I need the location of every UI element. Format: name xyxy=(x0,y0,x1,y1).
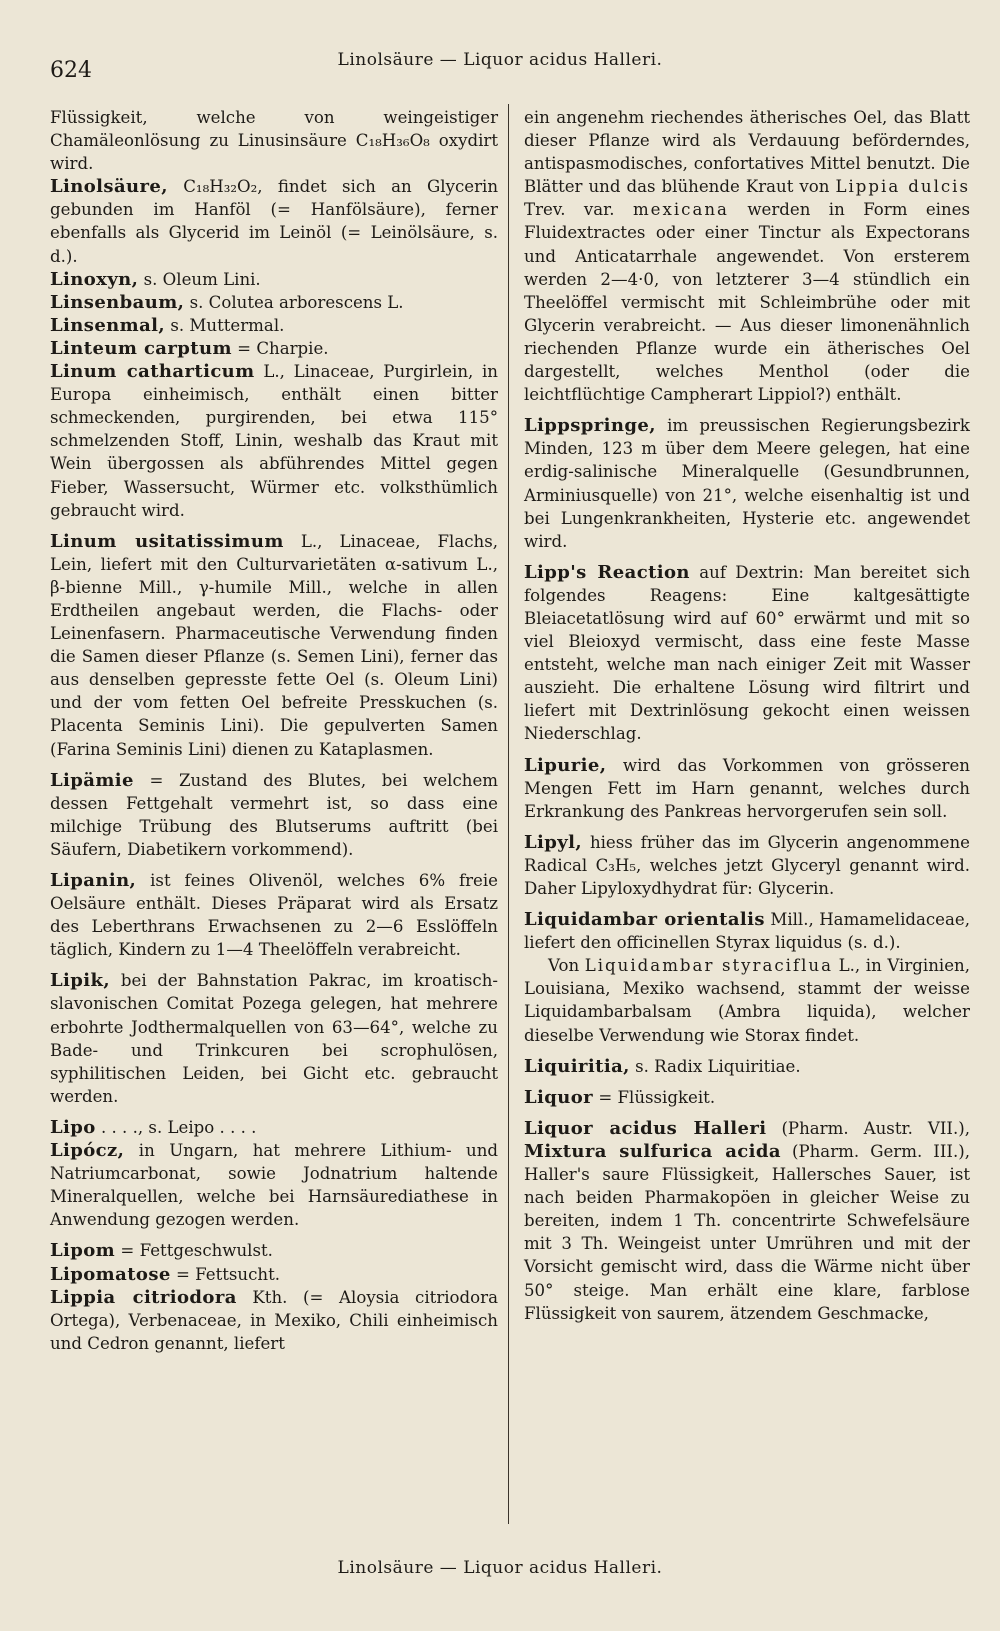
headword: Lipom xyxy=(50,1240,116,1262)
entry-text: Trev. var. xyxy=(524,200,633,220)
headword: Mixtura sulfurica acida xyxy=(524,1140,781,1162)
entry-text: (Pharm. Austr. VII.), xyxy=(766,1118,970,1138)
headword: Liquor acidus Halleri xyxy=(524,1117,767,1139)
entry-lippspringe xyxy=(524,414,970,553)
entry-linteum-carptum xyxy=(50,337,498,360)
headword: Linsenbaum, xyxy=(50,291,185,313)
entry-lipyl xyxy=(524,831,970,900)
entry-text: bei der Bahnstation Pakrac, im kroatisch-slavonischen Comitat Pozega gelegen, hat mehrere erbohrte Jodthermalquellen von 63—64°, welche zu Bade- und Trinkcuren bei scrophulösen, syphilitischen Leiden, bei Gicht etc. gebraucht werden. xyxy=(50,971,498,1106)
spaced-name: Lippia dulcis xyxy=(835,177,971,197)
entry-text: auf Dextrin: Man bereitet sich folgendes Reagens: Eine kaltgesättigte Bleiacetatlösung wird auf 60° erwärmt und mit so viel Bleioxyd vermischt, dass eine feste Masse entsteht, welche man nach einiger Zeit mit Wasser auszieht. Die erhaltene Lösung wird filtrirt und liefert mit Dextrinlösung gekocht einen weissen Niederschlag. xyxy=(524,562,971,744)
entry-lippia-continuation xyxy=(524,106,970,406)
entry-liquidambar-orientalis xyxy=(524,908,970,954)
entry-lipom xyxy=(50,1239,498,1262)
entry-linsenbaum xyxy=(50,291,498,314)
entry-lippia-citriodora xyxy=(50,1286,498,1355)
page-number: 624 xyxy=(50,58,92,83)
entry-text: = Fettsucht. xyxy=(170,1264,281,1284)
entry-text: s. Radix Liquiritiae. xyxy=(629,1056,801,1076)
entry-lipomatose xyxy=(50,1263,498,1286)
entry-text: werden in Form eines Fluidextractes oder einer Tinctur als Expectorans und Anticatarrhale angewendet. Von ersterem werden 2—4·0, von letzterer 3—4 stündlich ein Theelöffel vermischt mit Schleimbrühe oder mit Glycerin verabreicht. — Aus dieser limonenähnlich riechenden Pflanze wurde ein ätherisches Oel dargestellt, welches Menthol (oder die leichtflüchtige Campherart Lippiol?) enthält. xyxy=(524,200,970,405)
headword: Liquiritia, xyxy=(524,1055,630,1077)
headword: Lipomatose xyxy=(50,1263,171,1285)
entry-linum-usitatissimum xyxy=(50,530,498,761)
headword: Linolsäure, xyxy=(50,176,168,198)
entry-text: (Pharm. Germ. III.), Haller's saure Flüssigkeit, Hallersches Sauer, ist nach beiden Pharmakopöen in gleicher Weise zu bereiten, indem 1 Th. concentrirte Schwefelsäure mit 3 Th. Weingeist unter Umrühren und mit der Vorsicht gemischt wird, dass die Wärme nicht über 50° steige. Man erhält eine klare, farblose Flüssigkeit von saurem, ätzendem Geschmacke, xyxy=(524,1141,970,1323)
entry-text: L., Linaceae, Purgirlein, in Europa einheimisch, enthält einen bitter schmeckenden, purgirenden, bei etwa 115° schmelzenden Stoff, Linin, weshalb das Kraut mit Wein übergossen als abführendes Mittel gegen Fieber, Wassersucht, Würmer etc. volksthümlich gebraucht wird. xyxy=(50,362,498,520)
headword: Linsenmal, xyxy=(50,314,166,336)
spaced-name: Liquidambar styraciflua xyxy=(584,956,833,976)
entry-continuation: Flüssigkeit, welche von weingeistiger Chamäleonlösung zu Linusinsäure C₁₈H₃₆O₈ oxydirt wird. xyxy=(50,108,498,174)
entry-lipocz xyxy=(50,1139,498,1231)
running-header: Linolsäure — Liquor acidus Halleri. xyxy=(337,50,663,70)
entry-liquor xyxy=(524,1086,970,1109)
entry-text: wird das Vorkommen von grösseren Mengen Fett im Harn genannt, welches durch Erkrankung des Pankreas hervorgerufen sein soll. xyxy=(524,755,970,821)
entry-linolsaeure xyxy=(50,175,498,267)
headword: Lipo xyxy=(50,1116,96,1138)
column-divider xyxy=(508,104,509,1524)
headword: Lippspringe, xyxy=(524,415,656,437)
headword: Liquidambar orientalis xyxy=(524,909,765,931)
headword: Lipócz, xyxy=(50,1140,125,1162)
headword: Linoxyn, xyxy=(50,268,139,290)
entry-text: L., in Virginien, Louisiana, Mexiko wachsend, stammt der weisse Liquidambarbalsam (Ambra liquida), welcher dieselbe Verwendung wie Storax findet. xyxy=(524,956,970,1045)
left-column xyxy=(50,106,498,1355)
entry-liquidambar-styraciflua xyxy=(524,954,970,1046)
entry-text: s. Colutea arborescens L. xyxy=(184,292,404,312)
entry-text: = Flüssigkeit. xyxy=(593,1087,716,1107)
headword: Lipyl, xyxy=(524,831,583,853)
entry-lipurie xyxy=(524,754,970,823)
entry-text: = Charpie. xyxy=(231,338,329,358)
entry-lipps-reaction xyxy=(524,561,970,746)
headword: Lipp's Reaction xyxy=(524,561,690,583)
headword: Lipämie xyxy=(50,769,134,791)
entry-lipo xyxy=(50,1116,498,1139)
entry-text: Kth. (= Aloysia citriodora Ortega), Verbenaceae, in Mexiko, Chili einheimisch und Cedron genannt, liefert xyxy=(50,1287,498,1353)
entry-text: ein angenehm riechendes ätherisches Oel, das Blatt dieser Pflanze wird als Verdauung beförderndes, antispasmodisches, confortatives Mittel benutzt. Die Blätter und das blühende Kraut von xyxy=(524,108,970,197)
entry-lipik xyxy=(50,969,498,1108)
entry-text: in Ungarn, hat mehrere Lithium- und Natriumcarbonat, sowie Jodnatrium haltende Mineralquellen, welche bei Harnsäurediathese in Anwendung gezogen werden. xyxy=(50,1141,498,1230)
running-footer: Linolsäure — Liquor acidus Halleri. xyxy=(337,1558,663,1578)
entry-text: . . . ., s. Leipo . . . . xyxy=(95,1117,257,1137)
entry-linsenmal xyxy=(50,314,498,337)
entry-text: C₁₈H₃₂O₂, findet sich an Glycerin gebunden im Hanföl (= Hanfölsäure), ferner ebenfalls als Glycerid im Leinöl (= Leinölsäure, s. d.). xyxy=(50,177,498,266)
entry-text: Mill., Hamamelidaceae, liefert den officinellen Styrax liquidus (s. d.). xyxy=(524,910,970,953)
entry-text: = Zustand des Blutes, bei welchem dessen Fettgehalt vermehrt ist, so dass eine milchige Trübung des Blutserums auftritt (bei Säufern, Diabetikern vorkommend). xyxy=(50,770,498,859)
entry-linum-catharticum xyxy=(50,360,498,522)
entry-text: L., Linaceae, Flachs, Lein, liefert mit den Culturvarietäten α-sativum L., β-bienne Mill., γ-humile Mill., welche in allen Erdtheilen angebaut werden, die Flachs- oder Leinenfasern. Pharmaceutische Verwendung finden die Samen dieser Pflanze (s. Semen Lini), ferner das aus denselben gepresste fette Oel (s. Oleum Lini) und der vom fetten Oel befreite Presskuchen (s. Placenta Seminis Lini). Die gepulverten Samen (Farina Seminis Lini) dienen zu Kataplasmen. xyxy=(50,531,498,759)
headword: Lipurie, xyxy=(524,754,607,776)
headword: Lippia citriodora xyxy=(50,1286,237,1308)
headword: Lipik, xyxy=(50,970,111,992)
entry-text: im preussischen Regierungsbezirk Minden, 123 m über dem Meere gelegen, hat eine erdig-salinische Mineralquelle (Gesundbrunnen, Arminiusquelle) von 21°, welche eisenhaltig ist und bei Lungenkrankheiten, Hysterie etc. angewendet wird. xyxy=(524,416,970,551)
headword: Linum usitatissimum xyxy=(50,530,284,552)
entry-text: hiess früher das im Glycerin angenommene Radical C₃H₅, welches jetzt Glyceryl genannt wird. Daher Lipyloxydhydrat für: Glycerin. xyxy=(524,832,970,898)
right-column xyxy=(524,106,970,1325)
headword: Liquor xyxy=(524,1086,594,1108)
entry-lipanin xyxy=(50,869,498,961)
headword: Lipanin, xyxy=(50,870,137,891)
spaced-name: mexicana xyxy=(632,200,729,220)
entry-text: s. Muttermal. xyxy=(165,315,285,335)
entry-text: = Fettgeschwulst. xyxy=(115,1241,273,1261)
entry-linoxyn xyxy=(50,268,498,291)
entry-liquor-acidus-halleri xyxy=(524,1117,970,1325)
entry-lipaemie xyxy=(50,769,498,861)
headword: Linum catharticum xyxy=(50,361,255,383)
entry-text: ist feines Olivenöl, welches 6% freie Oelsäure enthält. Dieses Präparat wird als Ersatz des Leberthrans Erwachsenen zu 2—6 Esslöffeln täglich, Kindern zu 1—4 Theelöffeln verabreicht. xyxy=(50,871,498,960)
entry-text: Von xyxy=(548,956,585,976)
entry-text: s. Oleum Lini. xyxy=(138,269,261,289)
headword: Linteum carptum xyxy=(50,337,232,359)
entry-liquiritia xyxy=(524,1055,970,1078)
